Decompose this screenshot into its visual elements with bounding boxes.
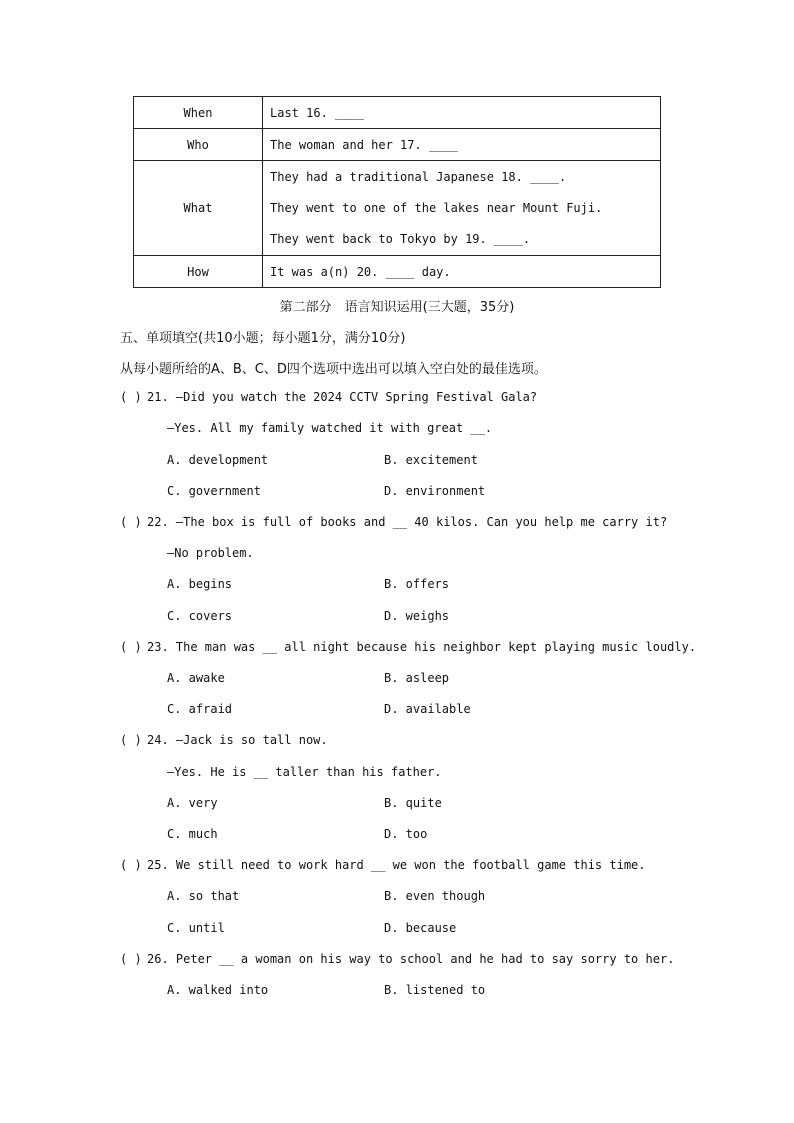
- option-a: A. awake: [167, 671, 225, 685]
- option-c: C. covers: [167, 609, 233, 623]
- table-row: [134, 129, 661, 161]
- option-b: B. excitement: [384, 453, 478, 467]
- option-b: B. even though: [384, 889, 486, 903]
- option-b: B. quite: [384, 796, 442, 810]
- table-key-cell: Who: [134, 129, 263, 161]
- table-key-cell: When: [134, 97, 263, 129]
- answer-paren[interactable]: ( ): [120, 952, 142, 966]
- option-d: D. too: [384, 827, 428, 841]
- question-text: 24. —Jack is so tall now.: [147, 733, 328, 747]
- option-a: A. so that: [167, 889, 240, 903]
- answer-paren[interactable]: ( ): [120, 858, 142, 872]
- question-reply: —No problem.: [167, 546, 254, 560]
- option-b: B. asleep: [384, 671, 450, 685]
- section-heading: 五、单项填空(共10小题；每小题1分，满分10分): [120, 331, 406, 346]
- option-a: A. very: [167, 796, 218, 810]
- table-value-cell: [263, 161, 661, 256]
- info-table: [133, 96, 661, 288]
- question-stem: [120, 733, 328, 747]
- question-text: 21. —Did you watch the 2024 CCTV Spring Festival Gala?: [147, 390, 538, 404]
- question-stem: [120, 390, 537, 404]
- option-d: D. weighs: [384, 609, 450, 623]
- table-line: They had a traditional Japanese 18. ____.: [270, 169, 567, 184]
- table-line: They went to one of the lakes near Mount Fuji.: [270, 200, 603, 215]
- question-text: 26. Peter __ a woman on his way to school and he had to say sorry to her.: [147, 952, 675, 966]
- option-c: C. afraid: [167, 702, 233, 716]
- option-c: C. government: [167, 484, 261, 498]
- option-c: C. until: [167, 921, 225, 935]
- table-row: [134, 97, 661, 129]
- question-stem: [120, 640, 696, 654]
- question-text: 22. —The box is full of books and __ 40 kilos. Can you help me carry it?: [147, 515, 668, 529]
- table-row: [134, 256, 661, 288]
- option-d: D. because: [384, 921, 457, 935]
- option-d: D. environment: [384, 484, 486, 498]
- question-stem: [120, 858, 646, 872]
- question-stem: [120, 515, 667, 529]
- answer-paren[interactable]: ( ): [120, 390, 142, 404]
- answer-paren[interactable]: ( ): [120, 640, 142, 654]
- question-text: 25. We still need to work hard __ we won the football game this time.: [147, 858, 646, 872]
- option-a: A. walked into: [167, 983, 269, 997]
- table-value-cell: It was a(n) 20. ____ day.: [263, 256, 661, 288]
- question-reply: —Yes. All my family watched it with great __.: [167, 421, 493, 435]
- answer-paren[interactable]: ( ): [120, 515, 142, 529]
- table-line: They went back to Tokyo by 19. ____.: [270, 231, 531, 246]
- table-key-cell: What: [134, 161, 263, 256]
- option-a: A. begins: [167, 577, 233, 591]
- answer-paren[interactable]: ( ): [120, 733, 142, 747]
- table-row: [134, 161, 661, 256]
- part-title: 第二部分 语言知识运用(三大题，35分): [279, 300, 515, 315]
- table-value-cell: The woman and her 17. ____: [263, 129, 661, 161]
- question-reply: —Yes. He is __ taller than his father.: [167, 765, 442, 779]
- option-a: A. development: [167, 453, 269, 467]
- option-c: C. much: [167, 827, 218, 841]
- option-d: D. available: [384, 702, 471, 716]
- option-b: B. listened to: [384, 983, 486, 997]
- question-stem: [120, 952, 674, 966]
- section-instruction: 从每小题所给的A、B、C、D四个选项中选出可以填入空白处的最佳选项。: [120, 362, 547, 377]
- option-b: B. offers: [384, 577, 450, 591]
- question-text: 23. The man was __ all night because his neighbor kept playing music loudly.: [147, 640, 697, 654]
- table-value-cell: Last 16. ____: [263, 97, 661, 129]
- table-key-cell: How: [134, 256, 263, 288]
